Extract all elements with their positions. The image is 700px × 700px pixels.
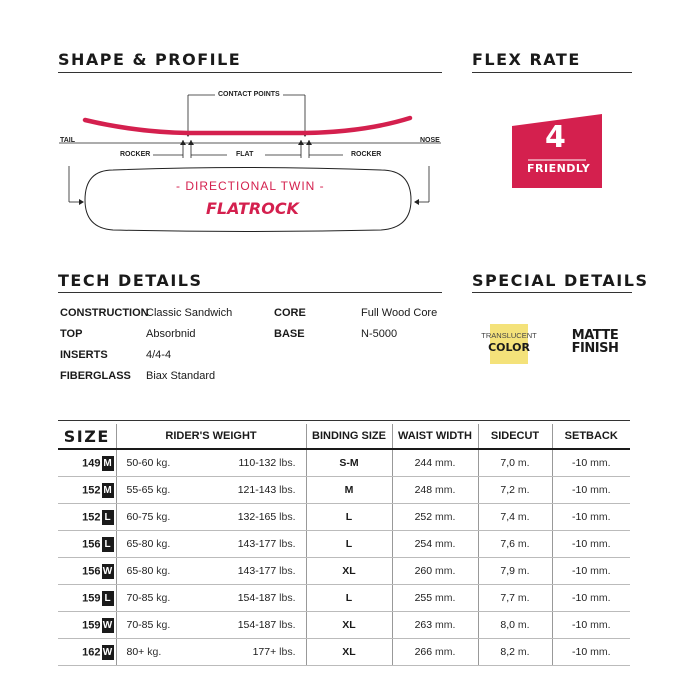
waist-value: 255 xyxy=(414,592,433,604)
tail-label: TAIL xyxy=(60,137,76,144)
weight-lbs: 132-165 xyxy=(237,511,277,523)
sidecut-unit: m. xyxy=(517,646,530,658)
setback-value: -10 xyxy=(571,565,588,577)
waist-width-cell xyxy=(392,477,478,504)
sidecut-cell xyxy=(478,585,552,612)
tech-val-construction: Classic Sandwich xyxy=(146,307,233,319)
waist-unit: mm. xyxy=(435,592,456,604)
size-number: 152 xyxy=(82,510,101,523)
size-number: 156 xyxy=(82,537,101,550)
sidecut-value: 7,4 xyxy=(500,511,515,523)
table-row xyxy=(58,639,630,666)
sidecut-unit: m. xyxy=(517,592,530,604)
sidecut-unit: m. xyxy=(517,565,530,577)
setback-unit: mm. xyxy=(590,646,611,658)
sidecut-unit: m. xyxy=(517,538,530,550)
setback-unit: mm. xyxy=(590,511,611,523)
tech-key-base: BASE xyxy=(274,328,305,340)
riders-weight-cell xyxy=(116,558,306,585)
weight-lbs: 143-177 xyxy=(237,538,277,550)
riders-weight-cell xyxy=(116,531,306,558)
table-row xyxy=(58,449,630,477)
setback-value: -10 xyxy=(571,511,588,523)
tech-key-core: CORE xyxy=(274,307,306,319)
waist-value: 266 xyxy=(414,646,433,658)
table-header-row xyxy=(58,424,630,449)
special-details-rule xyxy=(472,292,632,293)
table-row xyxy=(58,558,630,585)
flex-value: 4 xyxy=(545,120,566,155)
size-type-badge: L xyxy=(102,537,114,552)
weight-kg: 55-65 xyxy=(126,484,154,496)
binding-size-cell: S-M xyxy=(306,449,392,477)
size-cell xyxy=(58,531,116,558)
waist-unit: mm. xyxy=(435,619,456,631)
weight-lbs-unit: lbs. xyxy=(279,646,296,658)
header-riders-weight: RIDER'S WEIGHT xyxy=(116,424,306,449)
setback-cell xyxy=(552,449,630,477)
riders-weight-cell xyxy=(116,585,306,612)
weight-kg: 65-80 xyxy=(126,538,154,550)
sidecut-value: 7,2 xyxy=(500,484,515,496)
size-number: 156 xyxy=(82,564,101,577)
tech-details-title: TECH DETAILS xyxy=(58,271,203,290)
table-row xyxy=(58,612,630,639)
weight-lbs-unit: lbs. xyxy=(279,457,296,469)
header-waist-width: WAIST WIDTH xyxy=(392,424,478,449)
contact-points-label: CONTACT POINTS xyxy=(218,91,280,98)
nose-label: NOSE xyxy=(420,137,440,144)
matte-bottom: FINISH xyxy=(571,341,619,356)
setback-unit: mm. xyxy=(590,619,611,631)
size-cell xyxy=(58,585,116,612)
sidecut-value: 7,6 xyxy=(500,538,515,550)
waist-value: 248 xyxy=(414,484,433,496)
rocker-left-label: ROCKER xyxy=(120,151,151,158)
weight-kg: 50-60 xyxy=(126,457,154,469)
setback-cell xyxy=(552,612,630,639)
binding-size-cell: XL xyxy=(306,639,392,666)
weight-kg-unit: kg. xyxy=(156,538,171,550)
sidecut-value: 7,7 xyxy=(500,592,515,604)
tech-key-inserts: INSERTS xyxy=(60,349,108,361)
weight-lbs: 121-143 xyxy=(237,484,277,496)
binding-size-cell: L xyxy=(306,585,392,612)
sidecut-unit: m. xyxy=(517,511,530,523)
weight-lbs-unit: lbs. xyxy=(279,484,296,496)
waist-unit: mm. xyxy=(435,511,456,523)
tech-val-inserts: 4/4-4 xyxy=(146,349,172,361)
size-cell xyxy=(58,612,116,639)
waist-width-cell xyxy=(392,558,478,585)
sidecut-cell xyxy=(478,558,552,585)
weight-kg: 70-85 xyxy=(126,619,154,631)
weight-lbs-unit: lbs. xyxy=(279,538,296,550)
flex-rate-rule xyxy=(472,72,632,73)
binding-size-cell: L xyxy=(306,531,392,558)
waist-value: 252 xyxy=(414,511,433,523)
setback-value: -10 xyxy=(571,484,588,496)
size-number: 159 xyxy=(82,618,101,631)
size-type-badge: W xyxy=(102,646,113,658)
weight-kg-unit: kg. xyxy=(156,619,171,631)
size-number: 162 xyxy=(82,645,101,658)
waist-width-cell xyxy=(392,639,478,666)
size-cell xyxy=(58,449,116,477)
tech-key-fiberglass: FIBERGLASS xyxy=(60,370,131,382)
setback-unit: mm. xyxy=(590,592,611,604)
shape-name: - DIRECTIONAL TWIN - xyxy=(176,179,325,193)
setback-unit: mm. xyxy=(590,538,611,550)
setback-cell xyxy=(552,504,630,531)
weight-lbs-unit: lbs. xyxy=(279,619,296,631)
waist-width-cell xyxy=(392,531,478,558)
setback-unit: mm. xyxy=(590,565,611,577)
setback-cell xyxy=(552,531,630,558)
size-number: 149 xyxy=(82,456,101,469)
waist-value: 263 xyxy=(414,619,433,631)
sidecut-cell xyxy=(478,477,552,504)
waist-width-cell xyxy=(392,449,478,477)
weight-lbs-unit: lbs. xyxy=(279,565,296,577)
waist-unit: mm. xyxy=(435,538,456,550)
sidecut-unit: m. xyxy=(517,457,530,469)
waist-unit: mm. xyxy=(435,565,456,577)
waist-width-cell xyxy=(392,612,478,639)
header-binding-size: BINDING SIZE xyxy=(306,424,392,449)
tech-key-top: TOP xyxy=(60,328,83,340)
size-number: 152 xyxy=(82,483,101,496)
table-top-rule xyxy=(58,420,630,421)
profile-curve xyxy=(85,118,410,133)
table-row xyxy=(58,477,630,504)
sidecut-cell xyxy=(478,449,552,477)
size-type-badge: L xyxy=(102,510,114,525)
table-row xyxy=(58,585,630,612)
riders-weight-cell xyxy=(116,504,306,531)
setback-value: -10 xyxy=(571,619,588,631)
tech-val-base: N-5000 xyxy=(361,328,398,340)
weight-kg-unit: kg. xyxy=(156,565,171,577)
size-type-badge: W xyxy=(102,619,113,631)
waist-width-cell xyxy=(392,504,478,531)
sidecut-cell xyxy=(478,531,552,558)
setback-value: -10 xyxy=(571,457,588,469)
waist-value: 260 xyxy=(414,565,433,577)
sidecut-value: 7,9 xyxy=(500,565,515,577)
size-type-badge: W xyxy=(102,565,113,577)
flex-rate-title: FLEX RATE xyxy=(472,50,581,69)
setback-unit: mm. xyxy=(590,484,611,496)
riders-weight-cell xyxy=(116,639,306,666)
weight-kg-unit: kg. xyxy=(156,592,171,604)
shape-profile-rule xyxy=(58,72,442,73)
weight-kg-unit: kg. xyxy=(156,484,171,496)
binding-size-cell: L xyxy=(306,504,392,531)
setback-value: -10 xyxy=(571,646,588,658)
sidecut-value: 8,2 xyxy=(500,646,515,658)
waist-unit: mm. xyxy=(435,646,456,658)
weight-kg: 65-80 xyxy=(126,565,154,577)
flat-label: FLAT xyxy=(236,151,254,158)
weight-kg: 80+ xyxy=(126,646,145,658)
riders-weight-cell xyxy=(116,449,306,477)
setback-cell xyxy=(552,477,630,504)
rocker-right-label: ROCKER xyxy=(351,151,382,158)
setback-cell xyxy=(552,558,630,585)
header-size: SIZE xyxy=(58,424,116,449)
header-sidecut: SIDECUT xyxy=(478,424,552,449)
weight-kg-unit: kg. xyxy=(156,457,171,469)
weight-lbs: 154-187 xyxy=(237,592,277,604)
table-row xyxy=(58,531,630,558)
sidecut-value: 7,0 xyxy=(500,457,515,469)
header-setback: SETBACK xyxy=(552,424,630,449)
tech-val-core: Full Wood Core xyxy=(361,307,438,319)
size-cell xyxy=(58,639,116,666)
weight-lbs-unit: lbs. xyxy=(279,592,296,604)
sidecut-cell xyxy=(478,612,552,639)
size-type-badge: M xyxy=(103,484,112,496)
translucent-bottom: COLOR xyxy=(488,341,530,354)
tech-details-rule xyxy=(58,292,442,293)
size-type-badge: L xyxy=(102,591,114,606)
waist-width-cell xyxy=(392,585,478,612)
matte-top: MATTE xyxy=(571,328,619,343)
waist-unit: mm. xyxy=(435,457,456,469)
size-number: 159 xyxy=(82,591,101,604)
special-details-title: SPECIAL DETAILS xyxy=(472,271,649,290)
riders-weight-cell xyxy=(116,612,306,639)
specs-table xyxy=(58,424,630,666)
sidecut-cell xyxy=(478,639,552,666)
weight-lbs: 143-177 xyxy=(237,565,277,577)
weight-lbs: 154-187 xyxy=(237,619,277,631)
weight-lbs-unit: lbs. xyxy=(279,511,296,523)
shape-profile-title: SHAPE & PROFILE xyxy=(58,50,242,69)
weight-kg: 70-85 xyxy=(126,592,154,604)
waist-unit: mm. xyxy=(435,484,456,496)
flex-label: FRIENDLY xyxy=(527,162,591,175)
weight-kg-unit: kg. xyxy=(156,511,171,523)
waist-value: 254 xyxy=(414,538,433,550)
tech-val-top: Absorbnid xyxy=(146,328,196,340)
table-row xyxy=(58,504,630,531)
binding-size-cell: XL xyxy=(306,558,392,585)
weight-lbs: 177+ xyxy=(252,646,277,658)
setback-cell xyxy=(552,639,630,666)
binding-size-cell: M xyxy=(306,477,392,504)
profile-name: FLATROCK xyxy=(206,199,299,218)
tech-val-fiberglass: Biax Standard xyxy=(146,370,216,382)
sidecut-unit: m. xyxy=(517,484,530,496)
sidecut-unit: m. xyxy=(517,619,530,631)
binding-size-cell: XL xyxy=(306,612,392,639)
setback-unit: mm. xyxy=(590,457,611,469)
setback-cell xyxy=(552,585,630,612)
size-type-badge: M xyxy=(103,457,112,469)
sidecut-cell xyxy=(478,504,552,531)
translucent-top: TRANSLUCENT xyxy=(481,331,537,340)
weight-lbs: 110-132 xyxy=(238,457,277,469)
riders-weight-cell xyxy=(116,477,306,504)
sidecut-value: 8,0 xyxy=(500,619,515,631)
tech-key-construction: CONSTRUCTION xyxy=(60,307,149,319)
size-cell xyxy=(58,558,116,585)
size-cell xyxy=(58,477,116,504)
setback-value: -10 xyxy=(571,538,588,550)
weight-kg: 60-75 xyxy=(126,511,154,523)
setback-value: -10 xyxy=(571,592,588,604)
size-cell xyxy=(58,504,116,531)
weight-kg-unit: kg. xyxy=(147,646,162,658)
waist-value: 244 xyxy=(414,457,433,469)
